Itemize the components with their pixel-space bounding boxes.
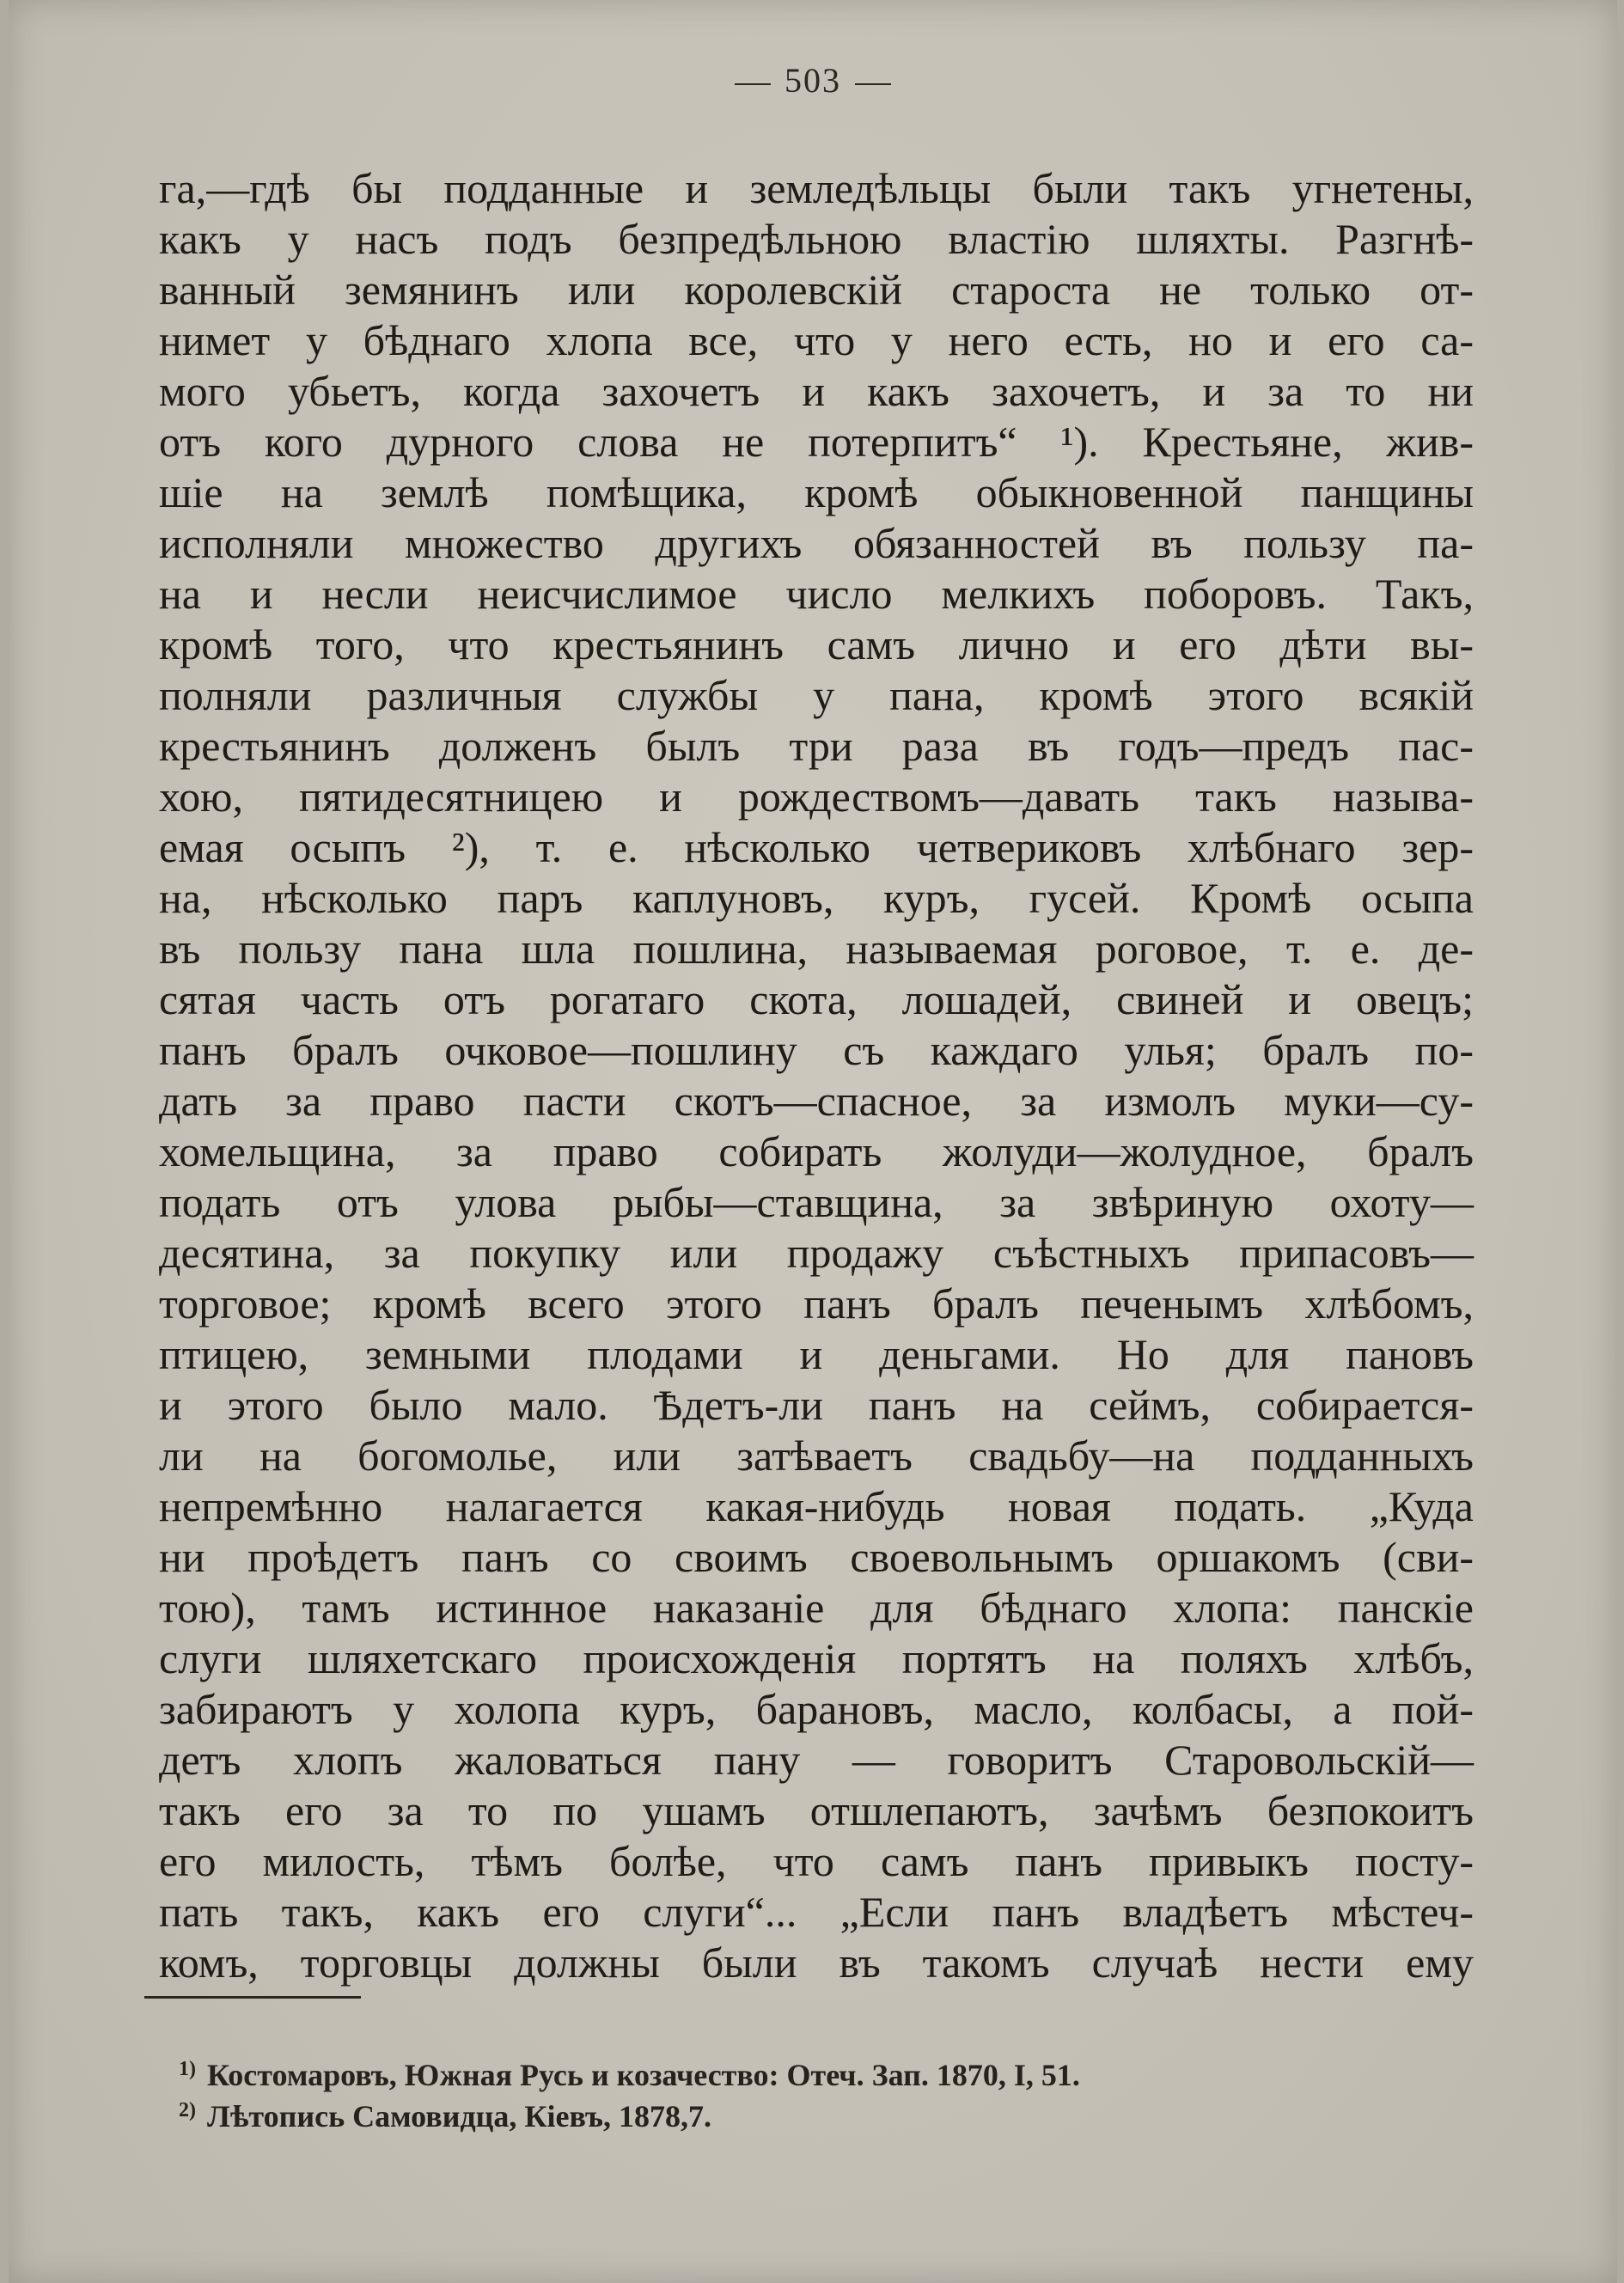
text-line: десятина, за покупку или продажу съѣстныхъ припасовъ— (159, 1229, 1474, 1277)
text-line: кромѣ того, что крестьянинъ самъ лично и его дѣти вы- (159, 620, 1474, 668)
text-line: подать отъ улова рыбы—ставщина, за звѣриную охоту— (159, 1178, 1474, 1226)
text-line: непремѣнно налагается какая-нибудь новая подать. „Куда (159, 1482, 1474, 1530)
text-line: забираютъ у холопа куръ, барановъ, масло, колбасы, а пой- (159, 1685, 1474, 1733)
text-line: и этого было мало. Ѣдетъ-ли панъ на сеймъ, собирается- (159, 1381, 1474, 1429)
footnote-mark: 1) (179, 2058, 196, 2080)
text-line: такъ его за то по ушамъ отшлепаютъ, зачѣмъ безпокоитъ (159, 1786, 1474, 1834)
text-line: шіе на землѣ помѣщика, кромѣ обыкновенной панщины (159, 468, 1474, 516)
text-line: какъ у насъ подъ безпредѣльною властію шляхты. Разгнѣ- (159, 215, 1474, 263)
text-line: птицею, земными плодами и деньгами. Но для пановъ (159, 1330, 1474, 1378)
text-line: ванный земянинъ или королевскій староста не только от- (159, 266, 1474, 314)
text-line: крестьянинъ долженъ былъ три раза въ годъ—предъ пас- (159, 722, 1474, 770)
page-number-header (9, 60, 1617, 101)
text-line: емая осыпъ ²), т. е. нѣсколько четвериковъ хлѣбнаго зер- (159, 823, 1474, 871)
text-line: панъ бралъ очковое—пошлину съ каждаго улья; бралъ по- (159, 1026, 1474, 1074)
text-line: ли на богомолье, или затѣваетъ свадьбу—на подданныхъ (159, 1431, 1474, 1480)
text-line: дать за право пасти скотъ—спасное, за измолъ муки—су- (159, 1077, 1474, 1125)
footnote-text: Костомаровъ, Южная Русь и козачество: Отеч. Зап. 1870, I, 51. (207, 2058, 1080, 2092)
text-line: хомельщина, за право собирать жолуди—жолудное, бралъ (159, 1127, 1474, 1175)
footnotes (179, 2048, 1382, 2131)
footnote-divider (144, 1996, 361, 1999)
footnote-2 (179, 2090, 1382, 2131)
text-line: хою, пятидесятницею и рождествомъ—давать такъ называ- (159, 772, 1474, 821)
text-line: га,—гдѣ бы подданные и земледѣльцы были такъ угнетены, (159, 164, 1474, 212)
text-line: отъ кого дурного слова не потерпитъ“ ¹). Крестьяне, жив- (159, 418, 1474, 466)
text-line: слуги шляхетскаго происхожденія портятъ на поляхъ хлѣбъ, (159, 1634, 1474, 1682)
text-line: ни проѣдетъ панъ со своимъ своевольнымъ оршакомъ (сви- (159, 1533, 1474, 1581)
text-line: въ пользу пана шла пошлина, называемая роговое, т. е. де- (159, 925, 1474, 973)
text-line: нимет у бѣднаго хлопа все, что у него есть, но и его са- (159, 316, 1474, 364)
text-line: детъ хлопъ жаловаться пану — говоритъ Старовольскій— (159, 1736, 1474, 1784)
right-dash (855, 83, 891, 85)
text-line: сятая часть отъ рогатаго скота, лошадей, свиней и овецъ; (159, 975, 1474, 1023)
text-line: тою), тамъ истинное наказаніе для бѣднаго хлопа: панскіе (159, 1584, 1474, 1632)
footnote-mark: 2) (179, 2099, 196, 2121)
text-line: комъ, торговцы должны были въ такомъ случаѣ нести ему (159, 1938, 1474, 1987)
footnote-text: Лѣтопись Самовидца, Кіевъ, 1878,7. (207, 2099, 712, 2133)
text-line: исполняли множество другихъ обязанностей въ пользу па- (159, 519, 1474, 567)
footnote-1 (179, 2048, 1382, 2090)
left-dash (735, 83, 771, 85)
body-text (159, 163, 1474, 1988)
page-number: 503 (785, 61, 841, 100)
text-line: его милость, тѣмъ болѣе, что самъ панъ привыкъ посту- (159, 1837, 1474, 1885)
text-line: на и несли неисчислимое число мелкихъ поборовъ. Такъ, (159, 570, 1474, 618)
text-line: полняли различныя службы у пана, кромѣ этого всякій (159, 671, 1474, 719)
text-line: торговое; кромѣ всего этого панъ бралъ печенымъ хлѣбомъ, (159, 1279, 1474, 1328)
text-line: мого убьетъ, когда захочетъ и какъ захочетъ, и за то ни (159, 367, 1474, 415)
text-line: пать такъ, какъ его слуги“... „Если панъ владѣетъ мѣстеч- (159, 1888, 1474, 1936)
book-page (9, 0, 1617, 2283)
text-line: на, нѣсколько паръ каплуновъ, куръ, гусей. Кромѣ осыпа (159, 874, 1474, 922)
